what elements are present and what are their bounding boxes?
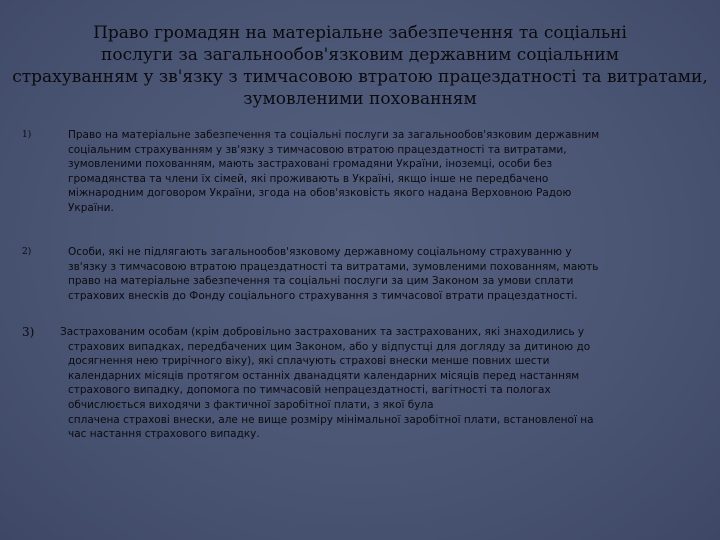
list-item-number: 3) bbox=[22, 325, 35, 339]
title-line: зумовленими похованням bbox=[243, 89, 477, 109]
text-line: Право на матеріальне забезпечення та соціальні послуги за загальнообов'язковим державним bbox=[68, 129, 600, 141]
text-line: Особи, які не підлягають загальнообов'язковому державному соціальному страхуванню у bbox=[68, 246, 572, 258]
text-line: Застрахованим особам (крім добровільно застрахованих та застрахованих, які знаходились у bbox=[60, 326, 585, 338]
text-line: сплачена страхові внески, але не вище розміру мінімальної заробітної плати, встановленої на bbox=[68, 413, 594, 426]
list-item-text bbox=[68, 128, 698, 216]
text-line: України. bbox=[68, 201, 114, 214]
text-line: міжнародним договором України, згода на обов'язковість якого надана Верховною Радою bbox=[68, 187, 572, 200]
text-line: час настання страхового випадку. bbox=[68, 428, 260, 441]
list-item-number: 1) bbox=[22, 130, 32, 140]
text-line: зв'язку з тимчасовою втратою працездатності та витратами, зумовленими похованням, мають bbox=[68, 260, 599, 273]
slide-title bbox=[0, 22, 720, 110]
text-line: досягнення нею трирічного віку), які сплачують страхові внески менше повних шести bbox=[68, 355, 550, 368]
title-line: послуги за загальнообов'язковим державним соціальним bbox=[101, 45, 619, 65]
text-line: обчислюється виходячи з фактичної заробітної плати, з якої була bbox=[68, 398, 434, 411]
title-line: страхуванням у зв'язку з тимчасовою втратою працездатності та витратами, bbox=[12, 67, 708, 87]
list-item-text bbox=[60, 325, 698, 442]
list-item-number: 2) bbox=[22, 247, 32, 257]
text-line: страхових внесків до Фонду соціального страхування з тимчасової втрати працездатності. bbox=[68, 289, 578, 302]
text-line: громадянства та члени їх сімей, які проживають в Україні, якщо інше не передбачено bbox=[68, 172, 549, 185]
text-line: календарних місяців протягом останніх дванадцяти календарних місяців перед настанням bbox=[68, 369, 580, 382]
text-line: соціальним страхуванням у зв'язку з тимчасовою втратою працездатності та витратами, bbox=[68, 143, 567, 156]
title-line: Право громадян на матеріальне забезпечення та соціальні bbox=[93, 23, 627, 43]
text-line: право на матеріальне забезпечення та соціальні послуги за цим Законом за умови сплати bbox=[68, 275, 574, 288]
text-line: страхових випадках, передбачених цим Законом, або у відпустці для догляду за дитиною до bbox=[68, 340, 591, 353]
text-line: страхового випадку, допомога по тимчасовій непрацездатності, вагітності та пологах bbox=[68, 384, 551, 397]
text-line: зумовленими похованням, мають застраховані громадяни України, іноземці, особи без bbox=[68, 158, 553, 171]
list-item-text bbox=[68, 245, 698, 303]
